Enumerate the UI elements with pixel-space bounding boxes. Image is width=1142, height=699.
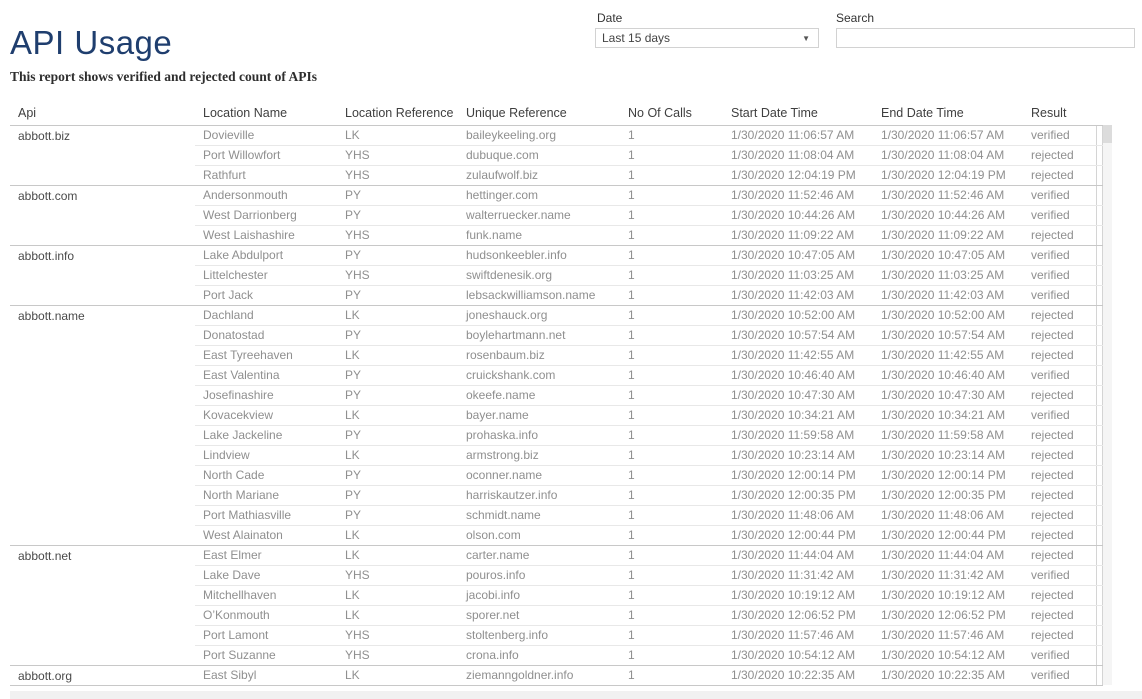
cell-unique-reference: walterruecker.name <box>458 205 620 225</box>
cell-no-of-calls: 1 <box>620 585 723 605</box>
cell-api: abbott.info <box>10 245 195 305</box>
cell-unique-reference: pouros.info <box>458 565 620 585</box>
row-spacer <box>1096 525 1102 545</box>
cell-location-reference: YHS <box>337 265 458 285</box>
cell-unique-reference: olson.com <box>458 525 620 545</box>
cell-unique-reference: swiftdenesik.org <box>458 265 620 285</box>
cell-location-name: West Darrionberg <box>195 205 337 225</box>
cell-location-reference: LK <box>337 525 458 545</box>
cell-unique-reference: okeefe.name <box>458 385 620 405</box>
cell-end-date-time: 1/30/2020 10:19:12 AM <box>873 585 1023 605</box>
cell-location-reference: LK <box>337 125 458 145</box>
cell-no-of-calls: 1 <box>620 285 723 305</box>
cell-result: rejected <box>1023 485 1096 505</box>
row-spacer <box>1096 205 1102 225</box>
cell-location-reference: LK <box>337 305 458 325</box>
cell-start-date-time: 1/30/2020 12:00:35 PM <box>723 485 873 505</box>
cell-no-of-calls: 1 <box>620 185 723 205</box>
date-filter-value: Last 15 days <box>602 31 671 45</box>
cell-location-reference: PY <box>337 245 458 265</box>
cell-end-date-time: 1/30/2020 12:06:52 PM <box>873 605 1023 625</box>
cell-location-name: East Sibyl <box>195 665 337 685</box>
cell-location-reference: LK <box>337 605 458 625</box>
horizontal-scrollbar[interactable] <box>10 691 1142 699</box>
cell-location-name: East Tyreehaven <box>195 345 337 365</box>
cell-location-reference: LK <box>337 545 458 565</box>
cell-location-name: Donatostad <box>195 325 337 345</box>
cell-end-date-time: 1/30/2020 10:47:05 AM <box>873 245 1023 265</box>
cell-location-name: Port Mathiasville <box>195 505 337 525</box>
row-spacer <box>1096 605 1102 625</box>
cell-location-name: North Cade <box>195 465 337 485</box>
row-spacer <box>1096 365 1102 385</box>
cell-result: verified <box>1023 285 1096 305</box>
cell-result: rejected <box>1023 445 1096 465</box>
cell-start-date-time: 1/30/2020 10:47:30 AM <box>723 385 873 405</box>
cell-location-name: Dovieville <box>195 125 337 145</box>
table-row <box>10 305 1102 325</box>
row-spacer <box>1096 465 1102 485</box>
cell-no-of-calls: 1 <box>620 165 723 185</box>
cell-location-reference: PY <box>337 205 458 225</box>
cell-end-date-time: 1/30/2020 12:00:14 PM <box>873 465 1023 485</box>
cell-location-reference: LK <box>337 345 458 365</box>
cell-location-reference: PY <box>337 185 458 205</box>
cell-unique-reference: zulaufwolf.biz <box>458 165 620 185</box>
cell-unique-reference: oconner.name <box>458 465 620 485</box>
cell-result: verified <box>1023 205 1096 225</box>
date-filter-label: Date <box>597 11 623 25</box>
table-row <box>10 545 1102 565</box>
cell-location-name: Andersonmouth <box>195 185 337 205</box>
cell-start-date-time: 1/30/2020 11:06:57 AM <box>723 125 873 145</box>
cell-start-date-time: 1/30/2020 11:09:22 AM <box>723 225 873 245</box>
cell-unique-reference: lebsackwilliamson.name <box>458 285 620 305</box>
cell-start-date-time: 1/30/2020 10:44:26 AM <box>723 205 873 225</box>
cell-result: rejected <box>1023 605 1096 625</box>
cell-unique-reference: crona.info <box>458 645 620 665</box>
cell-start-date-time: 1/30/2020 11:57:46 AM <box>723 625 873 645</box>
cell-start-date-time: 1/30/2020 10:19:12 AM <box>723 585 873 605</box>
cell-start-date-time: 1/30/2020 10:34:21 AM <box>723 405 873 425</box>
cell-end-date-time: 1/30/2020 11:42:03 AM <box>873 285 1023 305</box>
cell-start-date-time: 1/30/2020 12:00:14 PM <box>723 465 873 485</box>
cell-start-date-time: 1/30/2020 10:46:40 AM <box>723 365 873 385</box>
table-row <box>10 665 1102 685</box>
cell-result: rejected <box>1023 525 1096 545</box>
cell-result: verified <box>1023 565 1096 585</box>
cell-no-of-calls: 1 <box>620 465 723 485</box>
cell-unique-reference: hudsonkeebler.info <box>458 245 620 265</box>
cell-start-date-time: 1/30/2020 12:00:44 PM <box>723 525 873 545</box>
row-spacer <box>1096 145 1102 165</box>
cell-location-reference: YHS <box>337 145 458 165</box>
cell-location-name: East Elmer <box>195 545 337 565</box>
cell-unique-reference: funk.name <box>458 225 620 245</box>
cell-result: rejected <box>1023 345 1096 365</box>
column-header-location-reference[interactable]: Location Reference <box>337 104 458 125</box>
cell-end-date-time: 1/30/2020 11:59:58 AM <box>873 425 1023 445</box>
cell-location-name: Rathfurt <box>195 165 337 185</box>
cell-no-of-calls: 1 <box>620 645 723 665</box>
cell-location-reference: YHS <box>337 645 458 665</box>
row-spacer <box>1096 505 1102 525</box>
cell-start-date-time: 1/30/2020 11:48:06 AM <box>723 505 873 525</box>
search-input[interactable] <box>836 28 1135 48</box>
cell-unique-reference: bayer.name <box>458 405 620 425</box>
cell-no-of-calls: 1 <box>620 265 723 285</box>
vertical-scrollbar[interactable] <box>1103 125 1112 685</box>
cell-start-date-time: 1/30/2020 11:42:03 AM <box>723 285 873 305</box>
cell-no-of-calls: 1 <box>620 365 723 385</box>
cell-end-date-time: 1/30/2020 10:34:21 AM <box>873 405 1023 425</box>
cell-result: rejected <box>1023 165 1096 185</box>
cell-result: verified <box>1023 365 1096 385</box>
cell-no-of-calls: 1 <box>620 225 723 245</box>
cell-end-date-time: 1/30/2020 10:46:40 AM <box>873 365 1023 385</box>
table-row <box>10 245 1102 265</box>
cell-unique-reference: schmidt.name <box>458 505 620 525</box>
cell-location-reference: LK <box>337 665 458 685</box>
row-spacer <box>1096 245 1102 265</box>
row-spacer <box>1096 445 1102 465</box>
cell-unique-reference: sporer.net <box>458 605 620 625</box>
row-spacer <box>1096 665 1102 685</box>
cell-no-of-calls: 1 <box>620 605 723 625</box>
row-spacer <box>1096 645 1102 665</box>
table-row <box>10 185 1102 205</box>
cell-location-name: Josefinashire <box>195 385 337 405</box>
column-header-result[interactable]: Result <box>1023 104 1096 125</box>
row-spacer <box>1096 425 1102 445</box>
cell-start-date-time: 1/30/2020 12:06:52 PM <box>723 605 873 625</box>
row-spacer <box>1096 225 1102 245</box>
cell-result: rejected <box>1023 325 1096 345</box>
cell-no-of-calls: 1 <box>620 665 723 685</box>
cell-unique-reference: boylehartmann.net <box>458 325 620 345</box>
cell-unique-reference: hettinger.com <box>458 185 620 205</box>
cell-location-name: Kovacekview <box>195 405 337 425</box>
cell-start-date-time: 1/30/2020 11:52:46 AM <box>723 185 873 205</box>
row-spacer <box>1096 565 1102 585</box>
cell-unique-reference: rosenbaum.biz <box>458 345 620 365</box>
cell-api: abbott.com <box>10 185 195 245</box>
cell-api: abbott.biz <box>10 125 195 185</box>
cell-no-of-calls: 1 <box>620 125 723 145</box>
row-spacer <box>1096 125 1102 145</box>
column-header-no-of-calls[interactable]: No Of Calls <box>620 104 723 125</box>
cell-unique-reference: joneshauck.org <box>458 305 620 325</box>
cell-end-date-time: 1/30/2020 10:54:12 AM <box>873 645 1023 665</box>
cell-no-of-calls: 1 <box>620 325 723 345</box>
cell-result: rejected <box>1023 465 1096 485</box>
cell-result: rejected <box>1023 625 1096 645</box>
row-spacer <box>1096 545 1102 565</box>
cell-location-name: Lake Dave <box>195 565 337 585</box>
cell-location-name: Port Willowfort <box>195 145 337 165</box>
cell-no-of-calls: 1 <box>620 565 723 585</box>
cell-location-name: West Alainaton <box>195 525 337 545</box>
cell-end-date-time: 1/30/2020 10:23:14 AM <box>873 445 1023 465</box>
cell-no-of-calls: 1 <box>620 145 723 165</box>
row-spacer <box>1096 485 1102 505</box>
cell-no-of-calls: 1 <box>620 305 723 325</box>
cell-location-reference: LK <box>337 405 458 425</box>
cell-no-of-calls: 1 <box>620 545 723 565</box>
cell-location-reference: PY <box>337 465 458 485</box>
cell-location-name: East Valentina <box>195 365 337 385</box>
cell-unique-reference: dubuque.com <box>458 145 620 165</box>
cell-end-date-time: 1/30/2020 11:48:06 AM <box>873 505 1023 525</box>
cell-end-date-time: 1/30/2020 12:00:44 PM <box>873 525 1023 545</box>
cell-result: verified <box>1023 125 1096 145</box>
page-subtitle: This report shows verified and rejected count of APIs <box>10 69 317 84</box>
row-spacer <box>1096 345 1102 365</box>
cell-start-date-time: 1/30/2020 10:57:54 AM <box>723 325 873 345</box>
search-filter-label: Search <box>836 11 875 25</box>
cell-start-date-time: 1/30/2020 10:52:00 AM <box>723 305 873 325</box>
cell-start-date-time: 1/30/2020 11:31:42 AM <box>723 565 873 585</box>
cell-location-name: Lake Abdulport <box>195 245 337 265</box>
cell-unique-reference: cruickshank.com <box>458 365 620 385</box>
cell-location-reference: YHS <box>337 625 458 645</box>
cell-start-date-time: 1/30/2020 11:08:04 AM <box>723 145 873 165</box>
cell-result: verified <box>1023 405 1096 425</box>
cell-no-of-calls: 1 <box>620 485 723 505</box>
cell-result: rejected <box>1023 505 1096 525</box>
cell-no-of-calls: 1 <box>620 525 723 545</box>
cell-location-reference: LK <box>337 445 458 465</box>
cell-unique-reference: baileykeeling.org <box>458 125 620 145</box>
cell-end-date-time: 1/30/2020 11:03:25 AM <box>873 265 1023 285</box>
cell-unique-reference: prohaska.info <box>458 425 620 445</box>
cell-location-name: Lindview <box>195 445 337 465</box>
cell-start-date-time: 1/30/2020 10:22:35 AM <box>723 665 873 685</box>
cell-result: rejected <box>1023 305 1096 325</box>
date-filter-dropdown[interactable] <box>595 28 819 48</box>
cell-location-reference: PY <box>337 425 458 445</box>
row-spacer <box>1096 625 1102 645</box>
cell-result: rejected <box>1023 225 1096 245</box>
cell-location-name: Littelchester <box>195 265 337 285</box>
cell-unique-reference: armstrong.biz <box>458 445 620 465</box>
cell-start-date-time: 1/30/2020 11:44:04 AM <box>723 545 873 565</box>
cell-start-date-time: 1/30/2020 10:54:12 AM <box>723 645 873 665</box>
cell-location-reference: PY <box>337 285 458 305</box>
cell-no-of-calls: 1 <box>620 205 723 225</box>
cell-result: verified <box>1023 665 1096 685</box>
row-spacer <box>1096 265 1102 285</box>
cell-location-name: Port Jack <box>195 285 337 305</box>
cell-end-date-time: 1/30/2020 11:06:57 AM <box>873 125 1023 145</box>
cell-location-name: Mitchellhaven <box>195 585 337 605</box>
cell-no-of-calls: 1 <box>620 445 723 465</box>
cell-end-date-time: 1/30/2020 10:47:30 AM <box>873 385 1023 405</box>
vertical-scrollbar-thumb[interactable] <box>1103 125 1112 143</box>
cell-result: verified <box>1023 185 1096 205</box>
cell-no-of-calls: 1 <box>620 345 723 365</box>
cell-no-of-calls: 1 <box>620 385 723 405</box>
cell-location-name: Dachland <box>195 305 337 325</box>
cell-result: rejected <box>1023 145 1096 165</box>
cell-end-date-time: 1/30/2020 11:08:04 AM <box>873 145 1023 165</box>
cell-unique-reference: carter.name <box>458 545 620 565</box>
cell-start-date-time: 1/30/2020 11:59:58 AM <box>723 425 873 445</box>
cell-result: rejected <box>1023 385 1096 405</box>
cell-location-name: O’Konmouth <box>195 605 337 625</box>
cell-end-date-time: 1/30/2020 11:57:46 AM <box>873 625 1023 645</box>
cell-location-name: Lake Jackeline <box>195 425 337 445</box>
cell-end-date-time: 1/30/2020 10:57:54 AM <box>873 325 1023 345</box>
cell-location-name: North Mariane <box>195 485 337 505</box>
cell-end-date-time: 1/30/2020 11:09:22 AM <box>873 225 1023 245</box>
cell-location-reference: PY <box>337 485 458 505</box>
cell-location-name: Port Lamont <box>195 625 337 645</box>
cell-no-of-calls: 1 <box>620 245 723 265</box>
cell-unique-reference: jacobi.info <box>458 585 620 605</box>
cell-location-reference: LK <box>337 585 458 605</box>
page-title: API Usage <box>10 24 173 61</box>
cell-end-date-time: 1/30/2020 10:22:35 AM <box>873 665 1023 685</box>
column-header-location-name[interactable]: Location Name <box>195 104 337 125</box>
cell-end-date-time: 1/30/2020 12:04:19 PM <box>873 165 1023 185</box>
cell-result: verified <box>1023 645 1096 665</box>
header-spacer <box>1096 104 1102 125</box>
cell-start-date-time: 1/30/2020 10:47:05 AM <box>723 245 873 265</box>
cell-location-name: West Laishashire <box>195 225 337 245</box>
cell-end-date-time: 1/30/2020 11:31:42 AM <box>873 565 1023 585</box>
row-spacer <box>1096 185 1102 205</box>
cell-api: abbott.name <box>10 305 195 545</box>
table-header-row <box>10 104 1102 125</box>
cell-result: rejected <box>1023 585 1096 605</box>
cell-no-of-calls: 1 <box>620 425 723 445</box>
cell-start-date-time: 1/30/2020 12:04:19 PM <box>723 165 873 185</box>
cell-end-date-time: 1/30/2020 11:44:04 AM <box>873 545 1023 565</box>
cell-location-reference: YHS <box>337 565 458 585</box>
cell-start-date-time: 1/30/2020 10:23:14 AM <box>723 445 873 465</box>
cell-api: abbott.net <box>10 545 195 665</box>
cell-result: rejected <box>1023 545 1096 565</box>
cell-end-date-time: 1/30/2020 11:42:55 AM <box>873 345 1023 365</box>
cell-end-date-time: 1/30/2020 10:44:26 AM <box>873 205 1023 225</box>
row-spacer <box>1096 325 1102 345</box>
row-spacer <box>1096 285 1102 305</box>
cell-location-reference: YHS <box>337 225 458 245</box>
column-header-api[interactable]: Api <box>10 104 195 125</box>
cell-no-of-calls: 1 <box>620 505 723 525</box>
cell-result: verified <box>1023 265 1096 285</box>
cell-location-name: Port Suzanne <box>195 645 337 665</box>
cell-start-date-time: 1/30/2020 11:03:25 AM <box>723 265 873 285</box>
row-spacer <box>1096 385 1102 405</box>
cell-end-date-time: 1/30/2020 12:00:35 PM <box>873 485 1023 505</box>
row-spacer <box>1096 305 1102 325</box>
cell-api: abbott.org <box>10 665 195 685</box>
cell-location-reference: PY <box>337 385 458 405</box>
cell-end-date-time: 1/30/2020 11:52:46 AM <box>873 185 1023 205</box>
cell-no-of-calls: 1 <box>620 625 723 645</box>
cell-result: rejected <box>1023 425 1096 445</box>
cell-location-reference: PY <box>337 325 458 345</box>
cell-unique-reference: harriskautzer.info <box>458 485 620 505</box>
cell-end-date-time: 1/30/2020 10:52:00 AM <box>873 305 1023 325</box>
cell-location-reference: PY <box>337 505 458 525</box>
row-spacer <box>1096 585 1102 605</box>
cell-location-reference: YHS <box>337 165 458 185</box>
column-header-unique-reference[interactable]: Unique Reference <box>458 104 620 125</box>
cell-unique-reference: ziemanngoldner.info <box>458 665 620 685</box>
row-spacer <box>1096 405 1102 425</box>
cell-location-reference: PY <box>337 365 458 385</box>
column-header-end-date-time[interactable]: End Date Time <box>873 104 1023 125</box>
cell-no-of-calls: 1 <box>620 405 723 425</box>
row-spacer <box>1096 165 1102 185</box>
chevron-down-icon: ▼ <box>802 34 810 43</box>
column-header-start-date-time[interactable]: Start Date Time <box>723 104 873 125</box>
cell-unique-reference: stoltenberg.info <box>458 625 620 645</box>
api-usage-table <box>10 104 1103 686</box>
cell-result: verified <box>1023 245 1096 265</box>
table-row <box>10 125 1102 145</box>
cell-start-date-time: 1/30/2020 11:42:55 AM <box>723 345 873 365</box>
